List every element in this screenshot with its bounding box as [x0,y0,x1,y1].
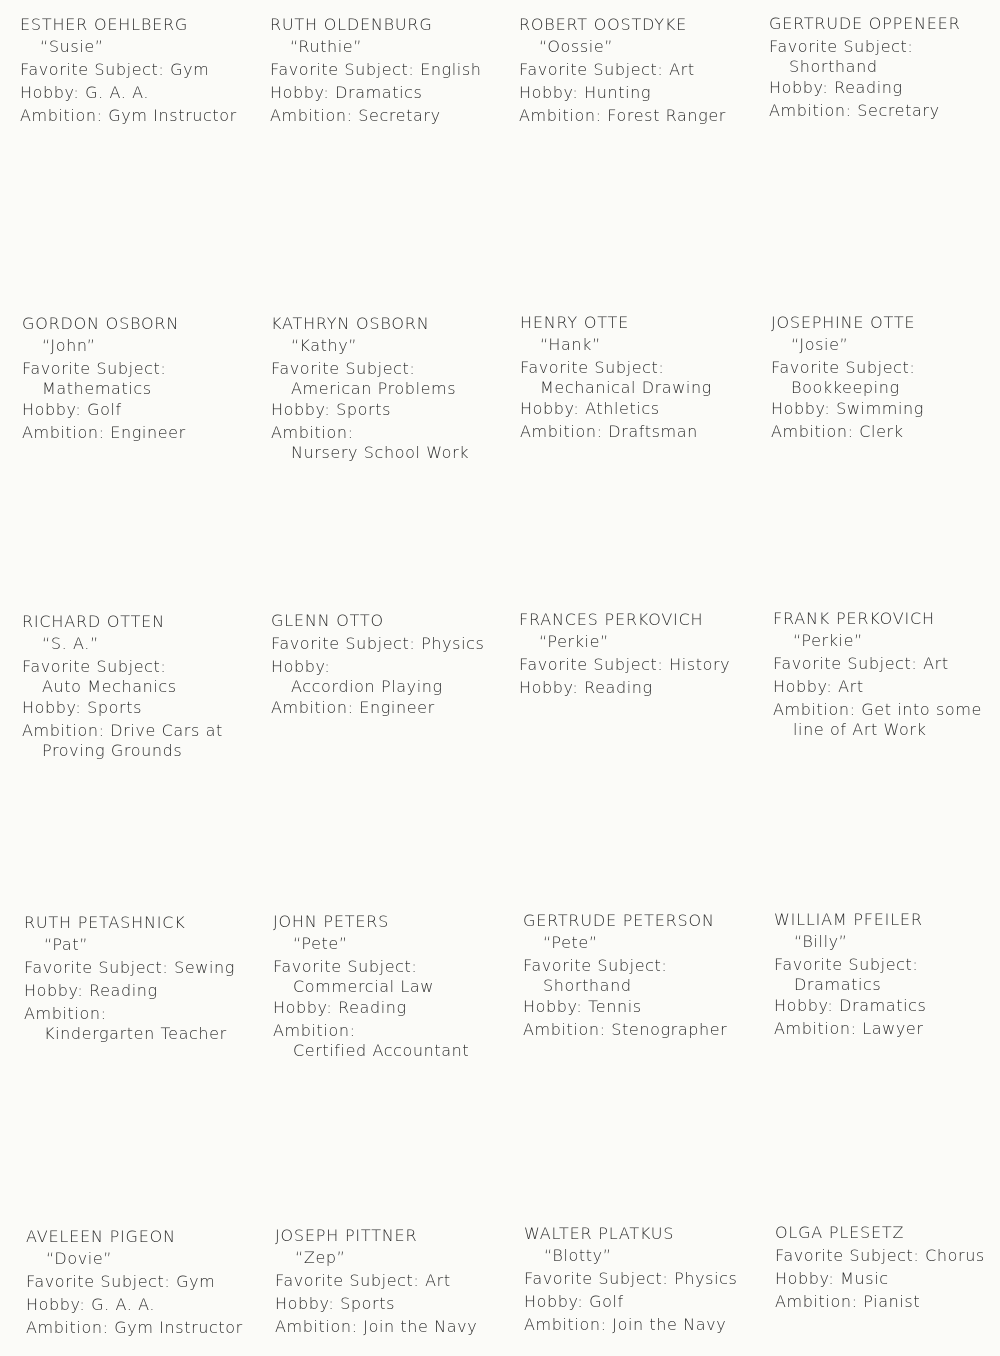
student-name: JOHN PETERS [273,912,390,931]
detail-line: Favorite Subject: [22,359,167,378]
detail-line: Favorite Subject: Gym [20,60,210,79]
student-name: RUTH OLDENBURG [270,15,433,34]
detail-line: Ambition: Secretary [769,101,940,120]
detail-line: Hobby: [271,657,331,676]
detail-line: Ambition: Gym Instructor [26,1318,243,1337]
detail-continuation: Mathematics [42,379,152,398]
detail-continuation: line of Art Work [793,720,927,739]
detail-continuation: Mechanical Drawing [540,378,712,397]
student-nickname: “Pat” [44,935,89,954]
student-name: GERTRUDE PETERSON [523,911,715,930]
detail-line: Ambition: Gym Instructor [20,106,237,125]
detail-line: Hobby: Hunting [519,83,652,102]
student-name: KATHRYN OSBORN [271,314,430,333]
detail-line: Favorite Subject: Sewing [24,958,235,977]
detail-continuation: American Problems [291,379,457,398]
detail-line: Ambition: Join the Navy [275,1317,478,1336]
detail-continuation: Shorthand [789,57,878,76]
detail-line: Hobby: Sports [271,400,392,419]
student-entry [775,1222,1000,1313]
detail-line: Ambition: [273,1021,356,1040]
student-entry [271,313,506,462]
student-name: WALTER PLATKUS [524,1224,675,1243]
detail-line: Favorite Subject: [273,957,418,976]
detail-line: Favorite Subject: Chorus [775,1246,985,1265]
detail-line: Hobby: Reading [273,998,407,1017]
student-nickname: “Oossie” [539,37,614,56]
student-entry [774,909,1000,1040]
detail-line: Hobby: G. A. A. [26,1295,156,1314]
student-nickname: “Zep” [295,1248,346,1267]
student-entry [519,14,754,127]
student-name: RICHARD OTTEN [22,612,165,631]
detail-continuation: Accordion Playing [291,677,443,696]
student-name: FRANCES PERKOVICH [519,610,704,629]
detail-line: Favorite Subject: [523,956,668,975]
student-nickname: “Perkie” [793,631,863,650]
detail-line: Ambition: Secretary [270,106,441,125]
detail-line: Hobby: Swimming [771,399,924,418]
student-name: GORDON OSBORN [22,314,180,333]
student-entry [270,14,505,127]
detail-line: Ambition: Get into some [773,700,982,719]
detail-line: Hobby: Art [773,677,864,696]
detail-line: Favorite Subject: [769,37,914,56]
student-name: JOSEPH PITTNER [275,1226,418,1245]
detail-continuation: Shorthand [543,976,632,995]
detail-line: Favorite Subject: Gym [26,1272,216,1291]
detail-line: Ambition: Clerk [771,422,904,441]
detail-line: Hobby: Golf [524,1292,624,1311]
student-name: ESTHER OEHLBERG [20,15,189,34]
student-entry [519,609,754,699]
detail-line: Favorite Subject: [520,358,665,377]
detail-line: Hobby: Athletics [520,399,660,418]
student-name: OLGA PLESETZ [775,1223,905,1242]
detail-line: Hobby: Dramatics [774,996,927,1015]
student-name: FRANK PERKOVICH [773,609,935,628]
detail-line: Favorite Subject: [22,657,167,676]
detail-line: Hobby: Sports [22,698,143,717]
detail-continuation: Auto Mechanics [42,677,177,696]
detail-continuation: Commercial Law [293,977,434,996]
student-entry [520,312,755,443]
detail-line: Ambition: Engineer [22,423,186,442]
student-entry [22,611,257,760]
detail-line: Favorite Subject: Art [773,654,949,673]
detail-continuation: Kindergarten Teacher [44,1024,227,1043]
detail-line: Hobby: Golf [22,400,122,419]
detail-line: Ambition: [24,1004,107,1023]
detail-line: Favorite Subject: Art [275,1271,451,1290]
detail-continuation: Dramatics [794,975,882,994]
detail-continuation: Proving Grounds [42,741,183,760]
student-nickname: “S. A.” [42,634,99,653]
detail-line: Ambition: Drive Cars at [22,721,223,740]
student-nickname: “Blotty” [544,1246,612,1265]
detail-line: Hobby: G. A. A. [20,83,150,102]
detail-line: Ambition: Pianist [775,1292,921,1311]
detail-line: Favorite Subject: [774,955,919,974]
detail-line: Favorite Subject: Art [519,60,695,79]
student-nickname: “Kathy” [291,336,358,355]
detail-line: Hobby: Reading [519,678,653,697]
student-entry [523,910,758,1041]
student-entry [771,312,1000,443]
detail-line: Ambition: Forest Ranger [519,106,726,125]
detail-line: Ambition: Lawyer [774,1019,924,1038]
student-entry [769,13,1000,122]
detail-line: Hobby: Tennis [523,997,642,1016]
detail-line: Favorite Subject: English [270,60,482,79]
detail-continuation: Nursery School Work [291,443,470,462]
student-name: HENRY OTTE [520,313,630,332]
detail-line: Favorite Subject: Physics [271,634,485,653]
detail-line: Ambition: [271,423,354,442]
student-nickname: “John” [42,336,96,355]
student-entry [24,912,259,1043]
detail-line: Favorite Subject: History [519,655,731,674]
student-nickname: “Ruthie” [290,37,363,56]
student-entry [773,608,1000,739]
student-entry [273,911,508,1060]
student-name: JOSEPHINE OTTE [771,313,916,332]
student-name: AVELEEN PIGEON [26,1227,176,1246]
student-nickname: “Susie” [40,37,104,56]
detail-continuation: Certified Accountant [293,1041,470,1060]
student-nickname: “Hank” [540,335,601,354]
student-nickname: “Billy” [794,932,848,951]
student-entry [20,14,255,127]
detail-line: Hobby: Reading [24,981,158,1000]
student-name: GERTRUDE OPPENEER [769,14,961,33]
student-nickname: “Josie” [791,335,849,354]
student-name: RUTH PETASHNICK [24,913,186,932]
detail-line: Favorite Subject: [771,358,916,377]
detail-line: Hobby: Reading [769,78,903,97]
student-entry [275,1225,510,1338]
detail-line: Ambition: Draftsman [520,422,698,441]
detail-line: Favorite Subject: [271,359,416,378]
student-entry [22,313,257,444]
detail-line: Ambition: Engineer [271,698,435,717]
student-entry [26,1226,261,1339]
detail-line: Hobby: Music [775,1269,889,1288]
detail-line: Hobby: Sports [275,1294,396,1313]
student-nickname: “Pete” [293,934,348,953]
student-name: WILLIAM PFEILER [774,910,923,929]
student-entry [271,610,506,719]
student-nickname: “Dovie” [46,1249,113,1268]
detail-continuation: Bookkeeping [791,378,900,397]
detail-line: Favorite Subject: Physics [524,1269,738,1288]
student-name: ROBERT OOSTDYKE [519,15,688,34]
detail-line: Ambition: Stenographer [523,1020,728,1039]
student-nickname: “Perkie” [539,632,609,651]
student-name: GLENN OTTO [271,611,384,630]
detail-line: Ambition: Join the Navy [524,1315,727,1334]
student-nickname: “Pete” [543,933,598,952]
student-entry [524,1223,759,1336]
detail-line: Hobby: Dramatics [270,83,423,102]
